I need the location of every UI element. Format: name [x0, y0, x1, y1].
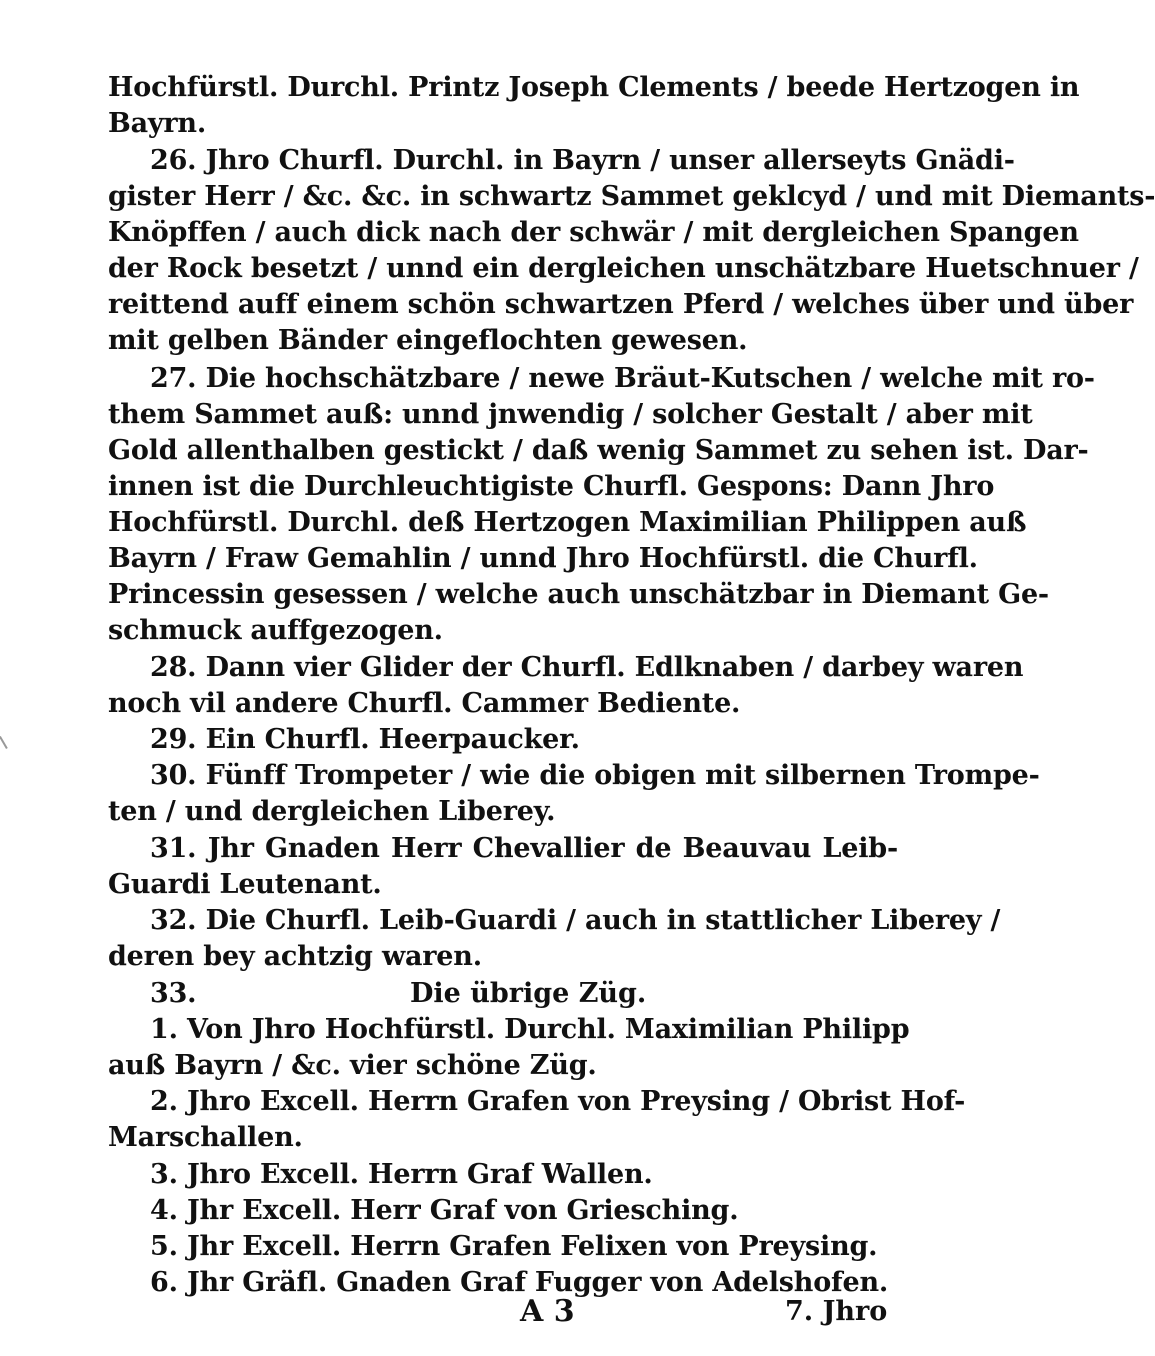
text-line: Bayrn / Fraw Gemahlin / unnd Jhro Hochfürstl. die Churfl.: [108, 543, 978, 574]
text-line: Hochfürstl. Durchl. Printz Joseph Clements / beede Hertzogen in: [108, 72, 1080, 103]
list-item-3: 3. Jhro Excell. Herrn Graf Wallen.: [150, 1159, 653, 1190]
text-line: innen ist die Durchleuchtigiste Churfl. Gespons: Dann Jhro: [108, 471, 995, 502]
text-line: schmuck auffgezogen.: [108, 615, 443, 646]
text-line: ten / und dergleichen Liberey.: [108, 796, 556, 827]
text-line: them Sammet auß: unnd jnwendig / solcher Gestalt / aber mit: [108, 399, 1033, 430]
subheading: Die übrige Züg.: [410, 978, 647, 1009]
paragraph-31-line: 31. Jhr Gnaden Herr Chevallier de Beauvau Leib-: [150, 833, 898, 864]
list-item-5: 5. Jhr Excell. Herrn Grafen Felixen von Preysing.: [150, 1231, 878, 1262]
paragraph-27-line: 27. Die hochschätzbare / newe Bräut-Kutschen / welche mit ro-: [150, 363, 1095, 394]
text-line: Gold allenthalben gestickt / daß wenig Sammet zu sehen ist. Dar-: [108, 435, 1089, 466]
text-line: auß Bayrn / &c. vier schöne Züg.: [108, 1050, 597, 1081]
list-item-6: 6. Jhr Gräfl. Gnaden Graf Fugger von Adelshofen.: [150, 1267, 889, 1298]
text-line: Princessin gesessen / welche auch unschätzbar in Diemant Ge-: [108, 579, 1049, 610]
text-line: Guardi Leutenant.: [108, 869, 382, 900]
paragraph-26-line: 26. Jhro Churfl. Durchl. in Bayrn / unser allerseyts Gnädi-: [150, 145, 1015, 176]
list-item-4: 4. Jhr Excell. Herr Graf von Griesching.: [150, 1195, 739, 1226]
paragraph-29-line: 29. Ein Churfl. Heerpaucker.: [150, 724, 580, 755]
text-line: noch vil andere Churfl. Cammer Bediente.: [108, 688, 741, 719]
text-line: der Rock besetzt / unnd ein dergleichen unschätzbare Huetschnuer /: [108, 253, 1139, 284]
paragraph-28-line: 28. Dann vier Glider der Churfl. Edlknaben / darbey waren: [150, 652, 1024, 683]
text-line: Knöpffen / auch dick nach der schwär / mit dergleichen Spangen: [108, 217, 1079, 248]
paragraph-33-number: 33.: [150, 978, 197, 1009]
text-line: deren bey achtzig waren.: [108, 941, 482, 972]
text-line: Marschallen.: [108, 1122, 303, 1153]
catchword: 7. Jhro: [785, 1296, 888, 1327]
text-line: mit gelben Bänder eingeflochten gewesen.: [108, 325, 748, 356]
list-item-2: 2. Jhro Excell. Herrn Grafen von Preysing / Obrist Hof-: [150, 1086, 966, 1117]
text-line: reittend auff einem schön schwartzen Pferd / welches über und über: [108, 289, 1134, 320]
list-item-1: 1. Von Jhro Hochfürstl. Durchl. Maximilian Philipp: [150, 1014, 910, 1045]
margin-speck: [0, 733, 13, 749]
text-line: gister Herr / &c. &c. in schwartz Sammet geklcyd / und mit Diemants-: [108, 181, 1155, 212]
text-line: Bayrn.: [108, 108, 207, 139]
paragraph-32-line: 32. Die Churfl. Leib-Guardi / auch in stattlicher Liberey /: [150, 905, 1001, 936]
text-line: Hochfürstl. Durchl. deß Hertzogen Maximilian Philippen auß: [108, 507, 1027, 538]
paragraph-30-line: 30. Fünff Trompeter / wie die obigen mit silbernen Trompe-: [150, 760, 1040, 791]
signature-mark: A 3: [520, 1294, 575, 1329]
